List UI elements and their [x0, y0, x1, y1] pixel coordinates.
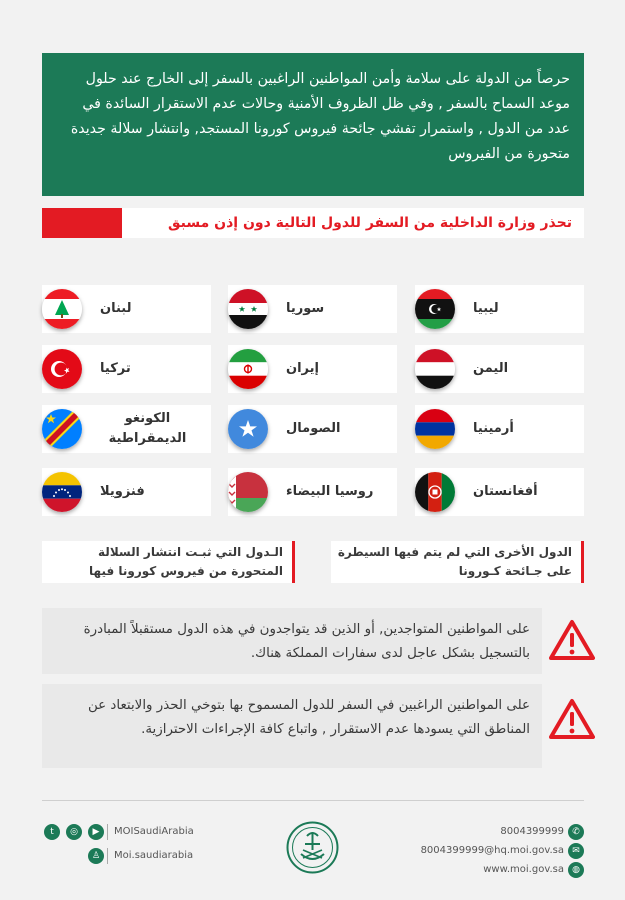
footer-separator [107, 848, 108, 864]
legend-text: الدول الأخرى التي لم يتم فيها السيطرة على جـائحة كـورونا [337, 545, 572, 578]
warning-text: على المواطنين الراغبين في السفر للدول المسموح بها بتوخي الحذر والابتعاد عن المناطق التي يسودها عدم الاستقرار , واتباع كافة الإجراءات الاحترازية. [87, 698, 530, 737]
intro-panel [42, 53, 584, 196]
country-name: اليمن [473, 361, 509, 376]
country-card-dr-congo [42, 405, 211, 453]
country-card-libya [415, 285, 584, 333]
country-card-turkey [42, 345, 211, 393]
phone-number[interactable]: 8004399999 [500, 826, 564, 837]
country-card-somalia [228, 405, 397, 453]
iran-flag-icon [228, 349, 268, 389]
social-handle-snap[interactable]: Moi.saudiarabia [114, 850, 194, 861]
intro-text: حرصاً من الدولة على سلامة وأمن المواطنين الراغبين بالسفر إلى الخارج عند حلول موعد السماح بالسفر , وفي ظل الظروف الأمنية وحالات عدم الاستقرار السائدة في عدد من الدول , واستمرار تفشي جائحة فيروس كورونا المستجد, وانتشار سلالة جديدة متحورة من الفيروس [70, 71, 570, 162]
footer-divider [42, 800, 584, 801]
email-address[interactable]: 8004399999@hq.moi.gov.sa [420, 845, 564, 856]
footer-separator [107, 824, 108, 840]
country-name: روسيا البيضاء [286, 484, 374, 499]
banner-title: تحذر وزارة الداخلية من السفر للدول التالية دون إذن مسبق [122, 208, 584, 238]
email-icon: ✉ [568, 843, 584, 859]
country-card-afghanistan [415, 468, 584, 516]
country-name: فنزويلا [100, 484, 145, 499]
globe-icon: ◍ [568, 862, 584, 878]
legend-bar [581, 541, 584, 583]
country-card-venezuela [42, 468, 211, 516]
turkey-flag-icon [42, 349, 82, 389]
warning-triangle-icon [549, 619, 595, 661]
country-name: أفغانستان [473, 484, 538, 499]
social-handle-main[interactable]: MOISaudiArabia [114, 826, 194, 837]
warning-text: على المواطنين المتواجدين, أو الذين قد يتواجدون في هذه الدول مستقبلاً المبادرة بالتسجيل بشكل عاجل لدى سفارات المملكة هناك. [83, 622, 530, 661]
country-name: أرمينيا [473, 421, 514, 436]
phone-icon: ✆ [568, 824, 584, 840]
yemen-flag-icon [415, 349, 455, 389]
country-card-lebanon [42, 285, 211, 333]
ministry-emblem-icon [285, 820, 340, 875]
country-card-armenia [415, 405, 584, 453]
website-link[interactable]: www.moi.gov.sa [483, 864, 564, 875]
country-name: الصومال [286, 421, 341, 436]
syria-flag-icon [228, 289, 268, 329]
country-card-syria [228, 285, 397, 333]
country-card-iran [228, 345, 397, 393]
snapchat-icon[interactable]: ♙ [88, 848, 104, 864]
instagram-icon[interactable]: ◎ [66, 824, 82, 840]
afghanistan-flag-icon [415, 472, 455, 512]
somalia-flag-icon [228, 409, 268, 449]
belarus-flag-icon [228, 472, 268, 512]
warning-note-1 [42, 608, 542, 674]
twitter-icon[interactable]: t [44, 824, 60, 840]
legend-bar [292, 541, 295, 583]
warning-note-2 [42, 684, 542, 768]
dr-congo-flag-icon [42, 409, 82, 449]
country-card-belarus [228, 468, 397, 516]
country-name: لبنان [100, 301, 132, 316]
warning-triangle-icon [549, 698, 595, 740]
country-card-yemen [415, 345, 584, 393]
country-name: الكونغو الديمقراطية [108, 411, 187, 446]
country-name: ليبيا [473, 301, 499, 316]
country-name: إيران [286, 361, 319, 376]
libya-flag-icon [415, 289, 455, 329]
legend-text: الـدول التي ثبـت انتشار السلالة المتحورة من فيروس كورونا فيها [89, 545, 283, 578]
armenia-flag-icon [415, 409, 455, 449]
legend-uncontrolled [331, 541, 584, 583]
youtube-icon[interactable]: ▶ [88, 824, 104, 840]
venezuela-flag-icon [42, 472, 82, 512]
lebanon-flag-icon [42, 289, 82, 329]
country-name: تركيا [100, 361, 131, 376]
country-name: سوريا [286, 301, 325, 316]
legend-mutated-strain [42, 541, 295, 583]
